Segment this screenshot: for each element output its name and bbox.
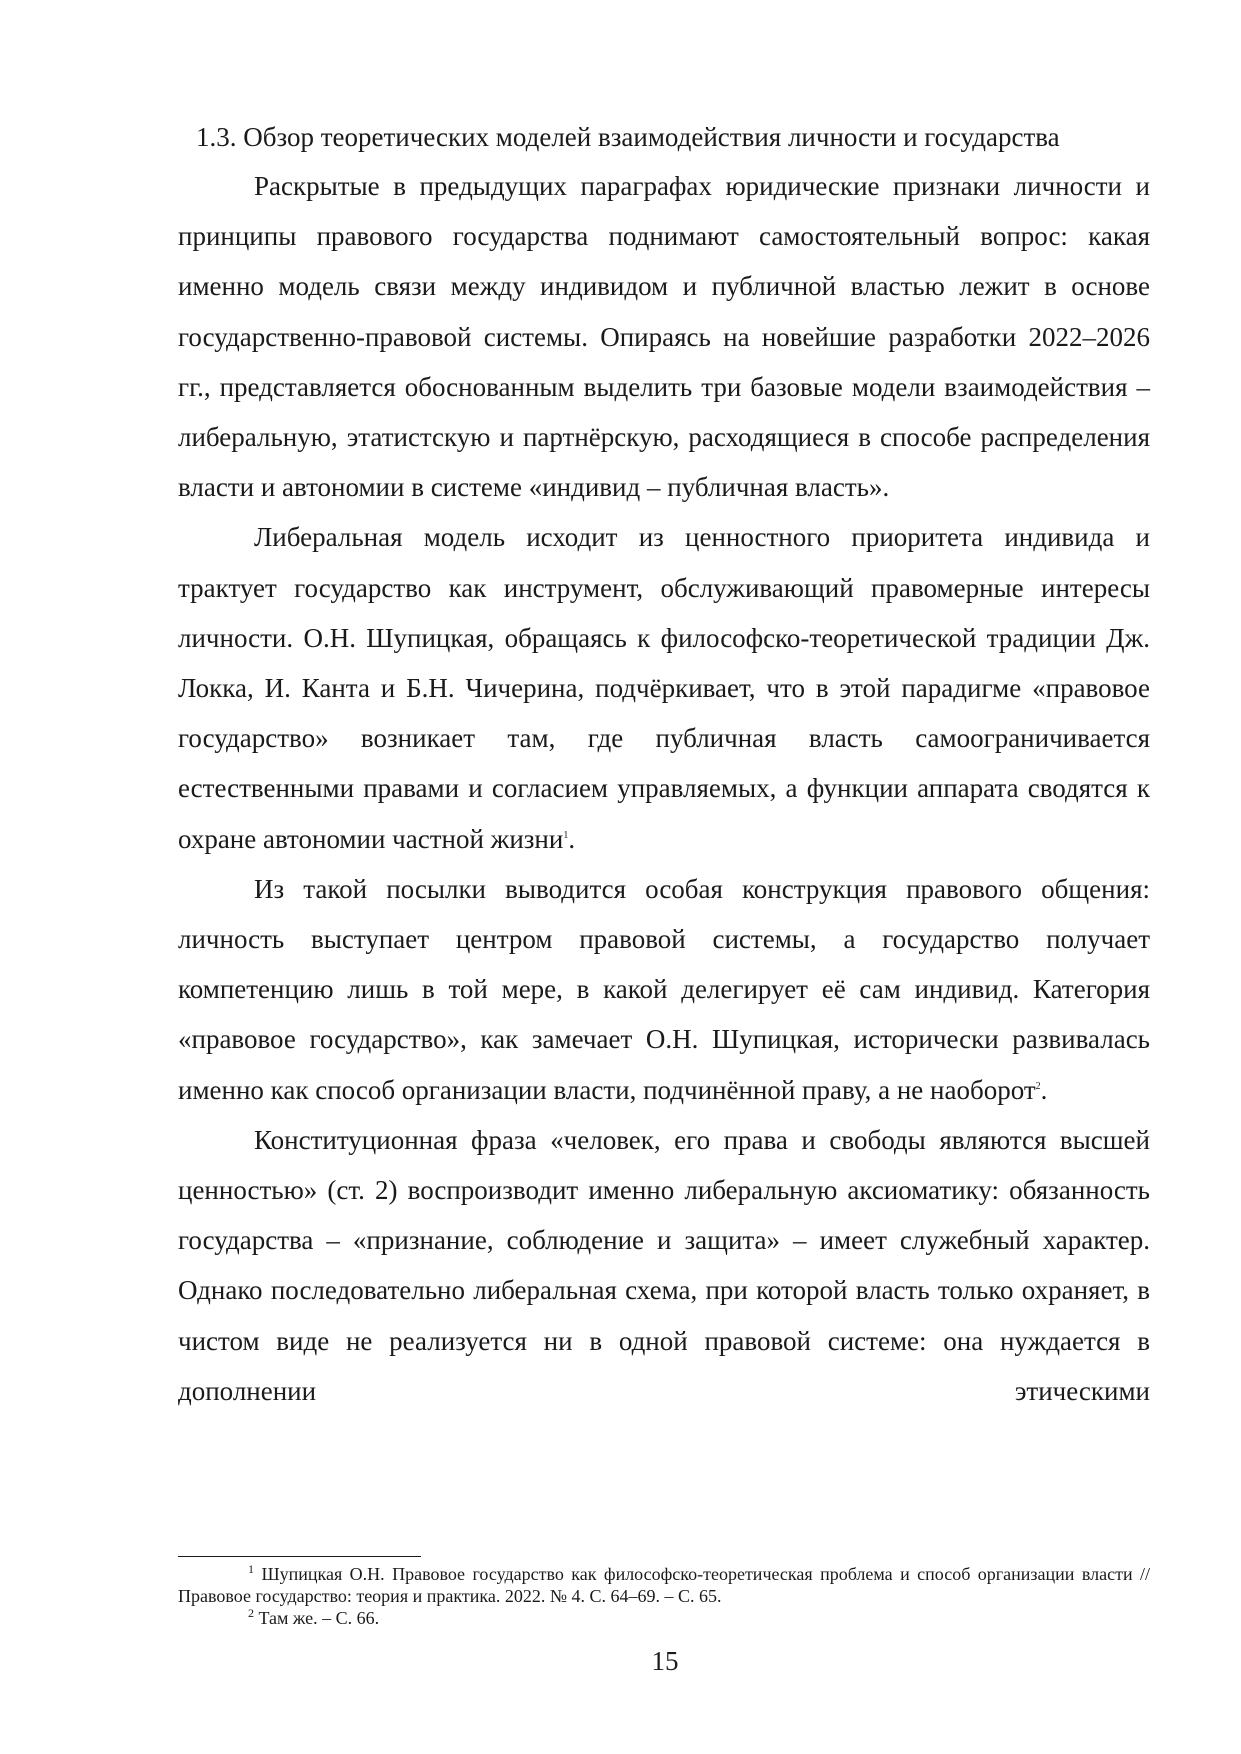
- footnotes: [178, 1563, 1150, 1629]
- paragraph: [178, 864, 1150, 1115]
- paragraph: [178, 161, 1150, 512]
- paragraph-text: Раскрытые в предыдущих параграфах юридические признаки личности и принципы правового государства поднимают самостоятельный вопрос: какая именно модель связи между индивидом и публичной властью лежит в основе государственно-правовой системы. Опираясь на новейшие разработки 2022–2026 гг., представляется обоснованным выделить три базовые модели взаимодействия – либеральную, этатистскую и партнёрскую, расходящиеся в способе распределения власти и автономии в системе «индивид – публичная власть».: [178, 171, 1150, 503]
- footnote-text: Шупицкая О.Н. Правовое государство как философско-теоретическая проблема и способ организации власти // Правовое государство: теория и практика. 2022. № 4. С. 64–69. – С. 65.: [178, 1564, 1151, 1606]
- section-heading: 1.3. Обзор теоретических моделей взаимодействия личности и государства: [196, 122, 1060, 152]
- paragraph-text: Либеральная модель исходит из ценностного приоритета индивида и трактует государство как инструмент, обслуживающий правомерные интересы личности. О.Н. Шупицкая, обращаясь к философско-теоретической традиции Дж. Локка, И. Канта и Б.Н. Чичерина, подчёркивает, что в этой парадигме «правовое государство» возникает там, где публичная власть самоограничивается естественными правами и согласием управляемых, а функции аппарата сводятся к охране автономии частной жизни: [178, 522, 1150, 854]
- paragraph-tail: .: [1040, 1074, 1048, 1105]
- paragraph: [178, 512, 1150, 863]
- footnote: [178, 1563, 1150, 1607]
- paragraph: [178, 1115, 1150, 1416]
- paragraph-tail: .: [568, 823, 576, 854]
- body-text: [178, 161, 1150, 1416]
- footnote: [178, 1607, 1150, 1629]
- footnote-text: Там же. – С. 66.: [258, 1608, 380, 1628]
- footnote-number: 1: [248, 1562, 254, 1576]
- footnote-number: 2: [248, 1606, 254, 1620]
- footnote-reference[interactable]: 2: [1035, 1080, 1041, 1092]
- footnote-reference[interactable]: 1: [563, 829, 569, 841]
- page-number: 15: [651, 1646, 679, 1676]
- paragraph-text: Из такой посылки выводится особая конструкция правового общения: личность выступает центром правовой системы, а государство получает компетенцию лишь в той мере, в какой делегирует её сам индивид. Категория «правовое государство», как замечает О.Н. Шупицкая, исторически развивалась именно как способ организации власти, подчинённой праву, а не наоборот: [178, 873, 1150, 1105]
- footnote-separator: [178, 1556, 421, 1557]
- paragraph-text: Конституционная фраза «человек, его права и свободы являются высшей ценностью» (ст. 2) воспроизводит именно либеральную аксиоматику: обязанность государства – «признание, соблюдение и защита» – имеет служебный характер. Однако последовательно либеральная схема, при которой власть только охраняет, в чистом виде не реализуется ни в одной правовой системе: она нуждается в дополнении этическими: [178, 1124, 1150, 1406]
